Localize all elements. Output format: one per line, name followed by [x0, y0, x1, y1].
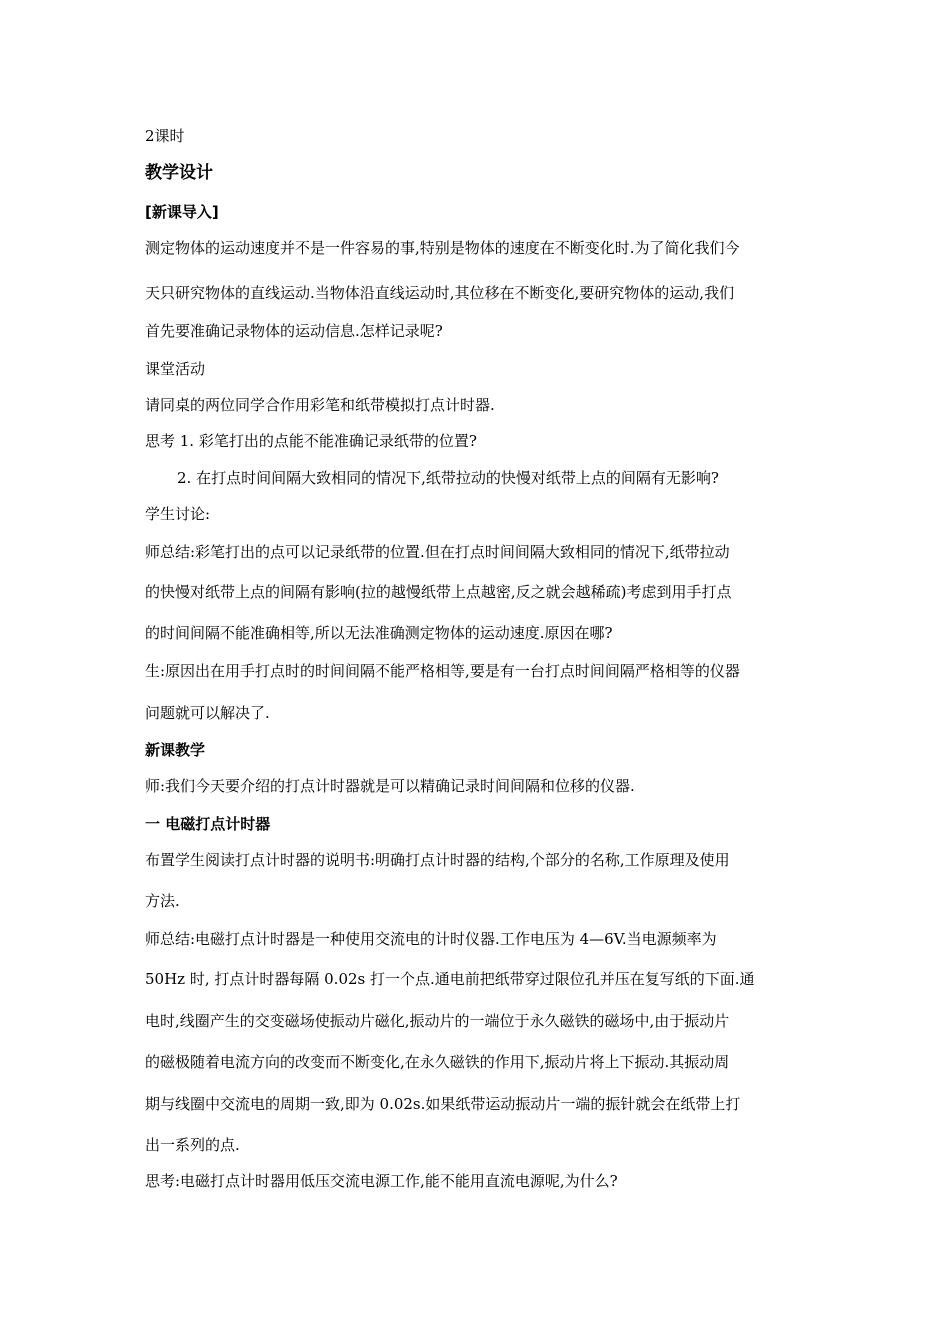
teacher-summary-line: 的快慢对纸带上点的间隔有影响(拉的越慢纸带上点越密,反之就会越稀疏)考虑到用手打点: [145, 583, 732, 601]
final-think-question: 思考:电磁打点计时器用低压交流电源工作,能不能用直流电源呢,为什么?: [145, 1172, 618, 1190]
section-heading-intro: [新课导入]: [145, 203, 219, 221]
intro-line: 首先要准确记录物体的运动信息.怎样记录呢?: [145, 322, 443, 340]
lesson-hours: 2课时: [145, 127, 185, 145]
think-question-1: 思考 1. 彩笔打出的点能不能准确记录纸带的位置?: [145, 432, 477, 450]
document-title: 教学设计: [145, 163, 213, 183]
em-summary-line: 电时,线圈产生的交变磁场使振动片磁化,振动片的一端位于永久磁铁的磁场中,由于振动片: [145, 1012, 730, 1030]
class-activity-label: 课堂活动: [145, 360, 206, 378]
think-question-2: 2. 在打点时间间隔大致相同的情况下,纸带拉动的快慢对纸带上点的间隔有无影响?: [177, 469, 719, 487]
student-discussion-label: 学生讨论:: [145, 505, 211, 523]
student-answer-line: 问题就可以解决了.: [145, 704, 270, 722]
em-summary-line: 50Hz 时, 打点计时器每隔 0.02s 打一个点.通电前把纸带穿过限位孔并压在复写纸的下面.通: [145, 970, 755, 988]
teacher-summary-line: 师总结:彩笔打出的点可以记录纸带的位置.但在打点时间间隔大致相同的情况下,纸带拉动: [145, 543, 730, 561]
teacher-summary-line: 的时间间隔不能准确相等,所以无法准确测定物体的运动速度.原因在哪?: [145, 624, 613, 642]
em-summary-line: 师总结:电磁打点计时器是一种使用交流电的计时仪器.工作电压为 4—6V.当电源频率为: [145, 930, 717, 948]
intro-line: 测定物体的运动速度并不是一件容易的事,特别是物体的速度在不断变化时.为了简化我们今: [145, 239, 740, 257]
subsection-heading-em-timer: 一 电磁打点计时器: [145, 815, 271, 833]
assignment-line: 方法.: [145, 892, 180, 910]
em-summary-line: 出一系列的点.: [145, 1136, 240, 1154]
activity-instruction: 请同桌的两位同学合作用彩笔和纸带模拟打点计时器.: [145, 396, 495, 414]
intro-line: 天只研究物体的直线运动.当物体沿直线运动时,其位移在不断变化,要研究物体的运动,我们: [145, 284, 735, 302]
student-answer-line: 生:原因出在用手打点时的时间间隔不能严格相等,要是有一台打点时间间隔严格相等的仪器: [145, 662, 740, 680]
teacher-intro: 师:我们今天要介绍的打点计时器就是可以精确记录时间间隔和位移的仪器.: [145, 777, 635, 795]
assignment-line: 布置学生阅读打点计时器的说明书:明确打点计时器的结构,个部分的名称,工作原理及使用: [145, 851, 730, 869]
section-heading-new-lesson: 新课教学: [145, 741, 206, 759]
em-summary-line: 期与线圈中交流电的周期一致,即为 0.02s.如果纸带运动振动片一端的振针就会在纸带上打: [145, 1095, 741, 1113]
em-summary-line: 的磁极随着电流方向的改变而不断变化,在永久磁铁的作用下,振动片将上下振动.其振动周: [145, 1053, 730, 1071]
